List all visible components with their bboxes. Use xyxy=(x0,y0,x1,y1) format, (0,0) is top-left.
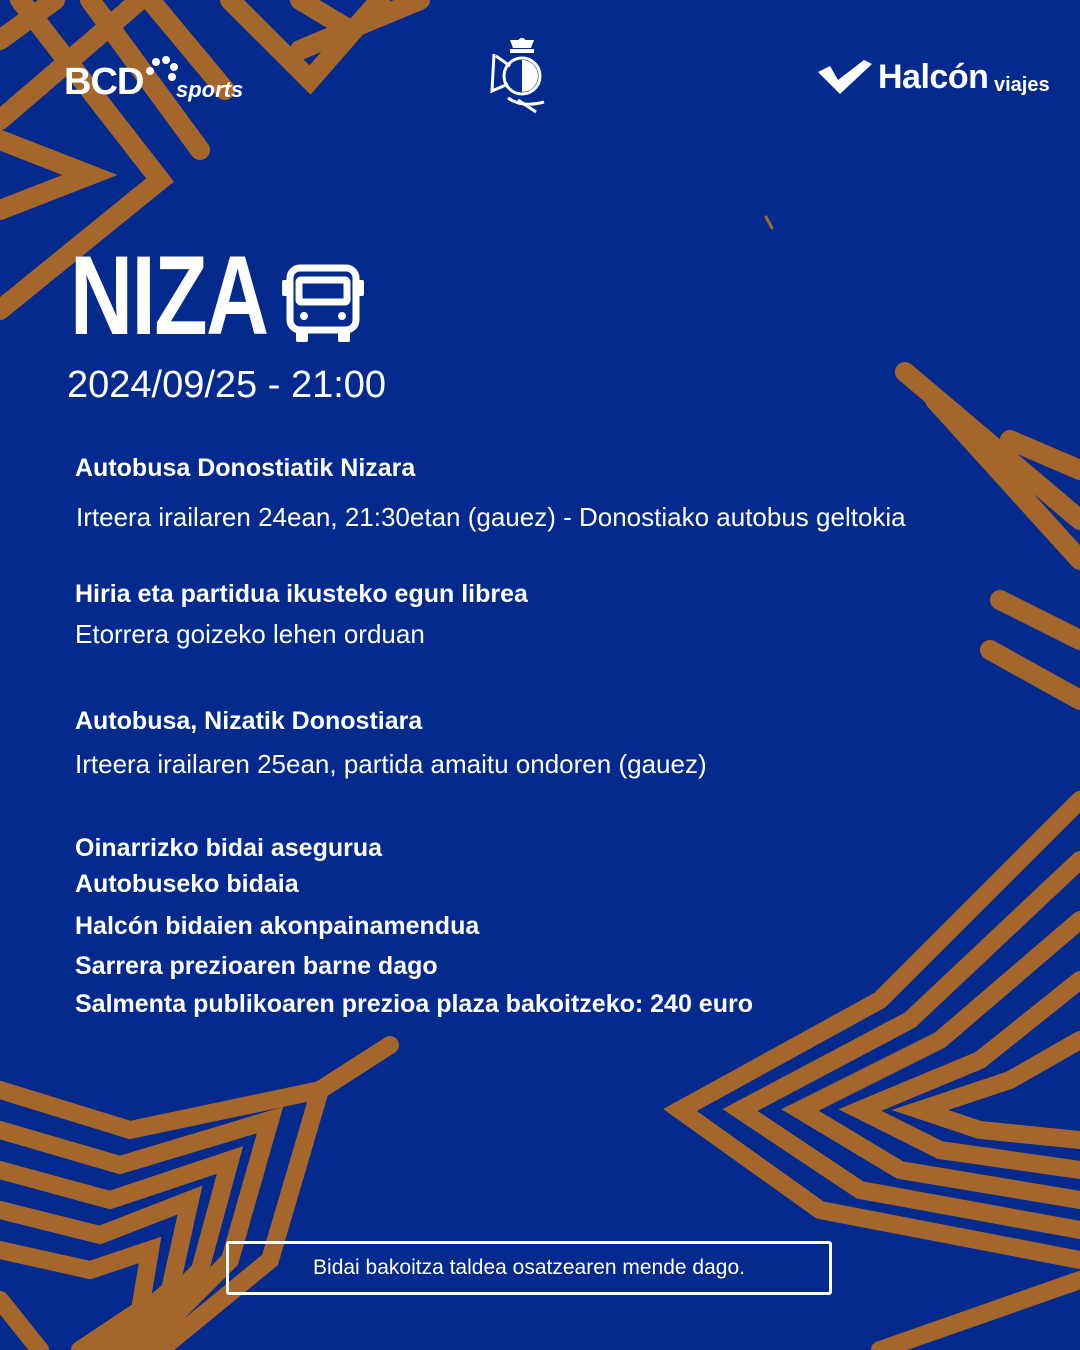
bcd-logo-main: BCD xyxy=(64,61,144,103)
includes-item: Oinarrizko bidai asegurua xyxy=(75,834,383,862)
event-date: 2024/09/25 - 21:00 xyxy=(67,364,387,406)
halcon-bird-icon xyxy=(816,60,874,94)
includes-item: Autobuseko bidaia xyxy=(75,870,299,898)
section-1-heading: Autobusa Donostiatik Nizara xyxy=(75,454,416,482)
section-2-text: Etorrera goizeko lehen orduan xyxy=(75,619,425,649)
halcon-logo-main: Halcón xyxy=(878,58,989,96)
section-3-text: Irteera irailaren 25ean, partida amaitu ondoren (gauez) xyxy=(75,749,707,779)
includes-item: Sarrera prezioaren barne dago xyxy=(75,952,438,980)
notice-text: Bidai bakoitza taldea osatzearen mende dago. xyxy=(313,1256,745,1279)
section-2-heading: Hiria eta partidua ikusteko egun librea xyxy=(75,580,528,608)
section-1-text: Irteera irailaren 24ean, 21:30etan (gauez) - Donostiako autobus geltokia xyxy=(76,502,906,532)
includes-item-price: Salmenta publikoaren prezioa plaza bakoitzeko: 240 euro xyxy=(75,990,753,1018)
bcd-logo-sub: sports xyxy=(176,77,244,102)
real-sociedad-crest-icon xyxy=(488,36,556,114)
section-3-heading: Autobusa, Nizatik Donostiara xyxy=(75,707,423,735)
notice-box xyxy=(226,1241,832,1295)
page-title: NIZA xyxy=(70,233,268,358)
bus-icon xyxy=(280,262,366,348)
halcon-logo-sub: viajes xyxy=(994,74,1050,96)
includes-item: Halcón bidaien akonpainamendua xyxy=(75,912,480,940)
halcon-viajes-logo xyxy=(816,58,1056,102)
bcd-sports-logo xyxy=(64,55,264,115)
